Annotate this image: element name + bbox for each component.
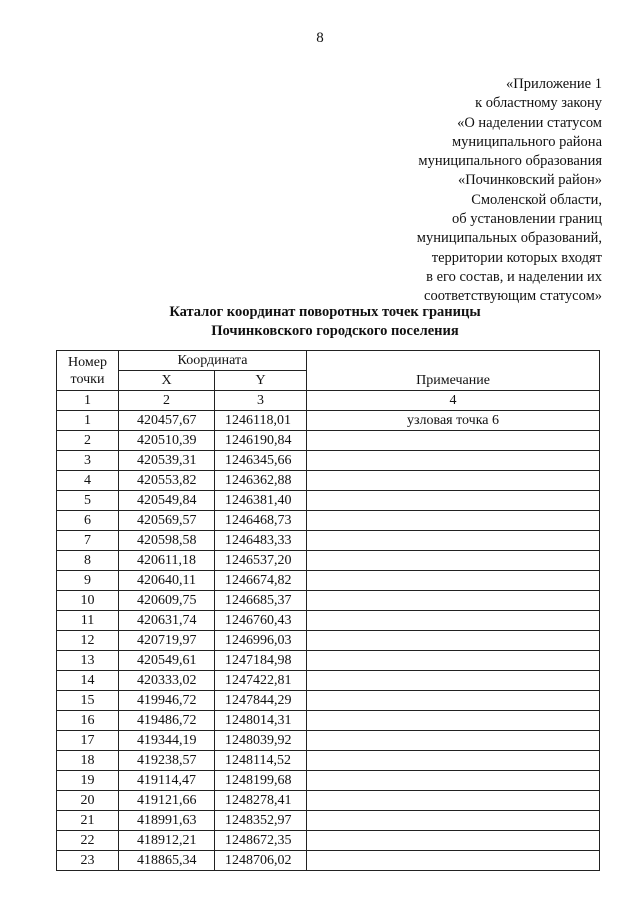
x-coordinate-cell: 420569,57: [119, 511, 215, 531]
note-cell: [307, 491, 600, 511]
y-coordinate-cell: 1247844,29: [215, 691, 307, 711]
note-cell: [307, 671, 600, 691]
header-point-number-label: Номер точки: [68, 354, 107, 387]
point-number-cell: 16: [57, 711, 119, 731]
note-cell: [307, 451, 600, 471]
x-coordinate-cell: 419486,72: [119, 711, 215, 731]
x-coordinate-cell: 420510,39: [119, 431, 215, 451]
table-row: [57, 611, 600, 631]
point-number-cell: 4: [57, 471, 119, 491]
point-number-cell: 22: [57, 831, 119, 851]
table-row: [57, 631, 600, 651]
column-number-3: 3: [215, 391, 307, 411]
note-cell: [307, 571, 600, 591]
coordinates-table: [56, 350, 600, 871]
catalog-title-line-2: Починковского городского поселения: [211, 323, 459, 339]
note-cell: [307, 751, 600, 771]
table-row: [57, 831, 600, 851]
note-cell: [307, 691, 600, 711]
y-coordinate-cell: 1246345,66: [215, 451, 307, 471]
x-coordinate-cell: 418912,21: [119, 831, 215, 851]
table-body: [57, 411, 600, 871]
note-cell: [307, 851, 600, 871]
note-cell: [307, 791, 600, 811]
table-row: [57, 411, 600, 431]
y-coordinate-cell: 1246760,43: [215, 611, 307, 631]
header-note: Примечание: [307, 351, 600, 391]
y-coordinate-cell: 1246996,03: [215, 631, 307, 651]
x-coordinate-cell: 419946,72: [119, 691, 215, 711]
point-number-cell: 9: [57, 571, 119, 591]
appendix-note-line: в его состав, и наделении их: [426, 268, 602, 285]
y-coordinate-cell: 1248278,41: [215, 791, 307, 811]
point-number-cell: 10: [57, 591, 119, 611]
table-row: [57, 691, 600, 711]
y-coordinate-cell: 1248039,92: [215, 731, 307, 751]
x-coordinate-cell: 420611,18: [119, 551, 215, 571]
table-row: [57, 531, 600, 551]
point-number-cell: 20: [57, 791, 119, 811]
column-number-4: 4: [307, 391, 600, 411]
appendix-note-line: территории которых входят: [431, 249, 602, 266]
x-coordinate-cell: 420333,02: [119, 671, 215, 691]
table-row: [57, 751, 600, 771]
y-coordinate-cell: 1248199,68: [215, 771, 307, 791]
table-row: [57, 571, 600, 591]
point-number-cell: 17: [57, 731, 119, 751]
x-coordinate-cell: 418865,34: [119, 851, 215, 871]
x-coordinate-cell: 420457,67: [119, 411, 215, 431]
note-cell: [307, 551, 600, 571]
note-cell: [307, 531, 600, 551]
header-point-number: [57, 351, 119, 391]
y-coordinate-cell: 1246381,40: [215, 491, 307, 511]
point-number-cell: 7: [57, 531, 119, 551]
note-cell: [307, 471, 600, 491]
note-cell: [307, 511, 600, 531]
x-coordinate-cell: 420539,31: [119, 451, 215, 471]
point-number-cell: 8: [57, 551, 119, 571]
point-number-cell: 11: [57, 611, 119, 631]
appendix-note-line: об установлении границ: [451, 211, 602, 228]
y-coordinate-cell: 1247184,98: [215, 651, 307, 671]
appendix-note-line: муниципального образования: [418, 153, 602, 170]
x-coordinate-cell: 420549,84: [119, 491, 215, 511]
point-number-cell: 5: [57, 491, 119, 511]
y-coordinate-cell: 1246537,20: [215, 551, 307, 571]
column-number-1: 1: [57, 391, 119, 411]
appendix-note-line: «Приложение 1: [506, 76, 602, 92]
table-row: [57, 511, 600, 531]
table-row: [57, 731, 600, 751]
table-row: [57, 651, 600, 671]
point-number-cell: 13: [57, 651, 119, 671]
note-cell: [307, 831, 600, 851]
table-row: [57, 811, 600, 831]
x-coordinate-cell: 420631,74: [119, 611, 215, 631]
point-number-cell: 21: [57, 811, 119, 831]
table-row: [57, 671, 600, 691]
appendix-note-line: соответствующим статусом»: [424, 288, 602, 305]
header-y: Y: [215, 371, 307, 391]
column-number-2: 2: [119, 391, 215, 411]
x-coordinate-cell: 419238,57: [119, 751, 215, 771]
x-coordinate-cell: 420609,75: [119, 591, 215, 611]
y-coordinate-cell: 1246483,33: [215, 531, 307, 551]
x-coordinate-cell: 420640,11: [119, 571, 215, 591]
catalog-title: [0, 303, 640, 341]
header-coordinate: Координата: [119, 351, 307, 371]
note-cell: узловая точка 6: [307, 411, 600, 431]
note-cell: [307, 811, 600, 831]
x-coordinate-cell: 419121,66: [119, 791, 215, 811]
header-x: X: [119, 371, 215, 391]
note-cell: [307, 651, 600, 671]
page-number: 8: [316, 30, 324, 46]
point-number-cell: 19: [57, 771, 119, 791]
table-column-numbers-row: [57, 391, 600, 411]
point-number-cell: 15: [57, 691, 119, 711]
y-coordinate-cell: 1246118,01: [215, 411, 307, 431]
note-cell: [307, 611, 600, 631]
table-row: [57, 791, 600, 811]
point-number-cell: 3: [57, 451, 119, 471]
note-cell: [307, 731, 600, 751]
point-number-cell: 1: [57, 411, 119, 431]
table-row: [57, 471, 600, 491]
y-coordinate-cell: 1246685,37: [215, 591, 307, 611]
table-header-row: [57, 351, 600, 371]
point-number-cell: 6: [57, 511, 119, 531]
x-coordinate-cell: 420598,58: [119, 531, 215, 551]
y-coordinate-cell: 1248672,35: [215, 831, 307, 851]
note-cell: [307, 711, 600, 731]
table-row: [57, 851, 600, 871]
note-cell: [307, 431, 600, 451]
table-row: [57, 551, 600, 571]
appendix-note-line: Смоленской области,: [471, 191, 602, 208]
point-number-cell: 14: [57, 671, 119, 691]
y-coordinate-cell: 1246362,88: [215, 471, 307, 491]
y-coordinate-cell: 1248352,97: [215, 811, 307, 831]
y-coordinate-cell: 1246468,73: [215, 511, 307, 531]
x-coordinate-cell: 420549,61: [119, 651, 215, 671]
table-row: [57, 431, 600, 451]
appendix-note-line: «О наделении статусом: [457, 114, 602, 131]
x-coordinate-cell: 420553,82: [119, 471, 215, 491]
point-number-cell: 18: [57, 751, 119, 771]
point-number-cell: 23: [57, 851, 119, 871]
appendix-note-line: муниципальных образований,: [416, 230, 602, 247]
appendix-note-line: «Починковский район»: [457, 172, 602, 189]
y-coordinate-cell: 1248706,02: [215, 851, 307, 871]
y-coordinate-cell: 1246190,84: [215, 431, 307, 451]
table-row: [57, 711, 600, 731]
point-number-cell: 2: [57, 431, 119, 451]
note-cell: [307, 631, 600, 651]
appendix-note: [342, 75, 602, 307]
point-number-cell: 12: [57, 631, 119, 651]
appendix-note-line: муниципального района: [452, 133, 602, 150]
table-row: [57, 491, 600, 511]
x-coordinate-cell: 419114,47: [119, 771, 215, 791]
note-cell: [307, 591, 600, 611]
note-cell: [307, 771, 600, 791]
table-row: [57, 591, 600, 611]
table-row: [57, 451, 600, 471]
y-coordinate-cell: 1248114,52: [215, 751, 307, 771]
y-coordinate-cell: 1247422,81: [215, 671, 307, 691]
x-coordinate-cell: 418991,63: [119, 811, 215, 831]
x-coordinate-cell: 420719,97: [119, 631, 215, 651]
y-coordinate-cell: 1246674,82: [215, 571, 307, 591]
catalog-title-line-1: Каталог координат поворотных точек границы: [169, 304, 481, 320]
x-coordinate-cell: 419344,19: [119, 731, 215, 751]
y-coordinate-cell: 1248014,31: [215, 711, 307, 731]
appendix-note-line: к областному закону: [475, 95, 602, 112]
table-row: [57, 771, 600, 791]
